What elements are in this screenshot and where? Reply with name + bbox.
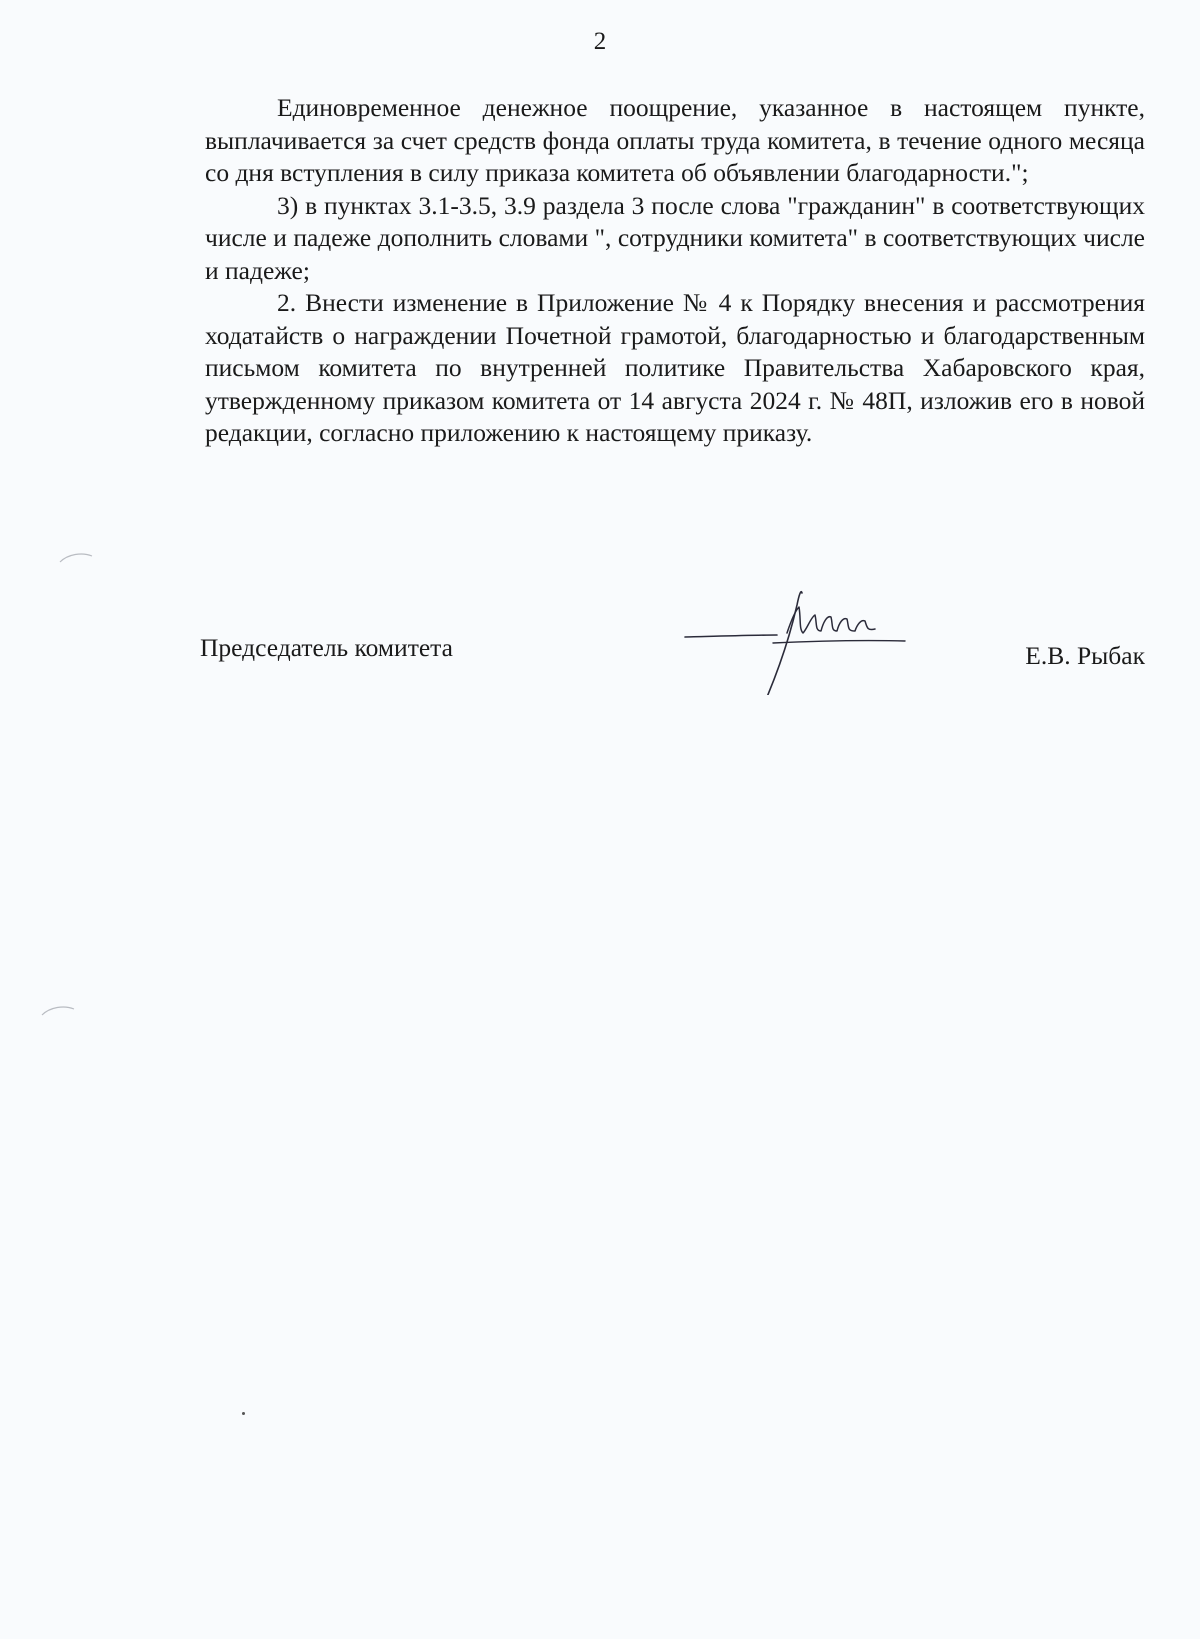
paragraph-item-2-amendment: 2. Внести изменение в Приложение № 4 к Порядку внесения и рассмотрения ходатайств о награждении Почетной грамотой, благодарностью и благодарственным письмом комитета по внутренней политике Правительства Хабаровского края, утвержденному приказом комитета от 14 августа 2024 г. № 48П, изложив его в новой редакции, согласно приложению к настоящему приказу. xyxy=(205,288,1145,447)
signatory-name: Е.В. Рыбак xyxy=(1025,641,1145,670)
handwritten-signature xyxy=(665,585,915,695)
signature-block xyxy=(200,585,1145,695)
page-number: 2 xyxy=(593,28,607,55)
scan-artifact-dot xyxy=(242,1412,245,1415)
scan-artifact-mark xyxy=(58,550,94,564)
signatory-position: Председатель комитета xyxy=(200,633,453,662)
document-body xyxy=(205,92,1145,450)
scan-artifact-mark xyxy=(40,1003,76,1017)
paragraph-bonus-payment: Единовременное денежное поощрение, указанное в настоящем пункте, выплачивается за счет средств фонда оплаты труда комитета, в течение одного месяца со дня вступления в силу приказа комитета об объявлении благодарности."; xyxy=(205,93,1145,187)
paragraph-item-3: 3) в пунктах 3.1-3.5, 3.9 раздела 3 после слова "гражданин" в соответствующих числе и падеже дополнить словами ", сотрудники комитета" в соответствующих числе и падеже; xyxy=(205,190,1145,285)
